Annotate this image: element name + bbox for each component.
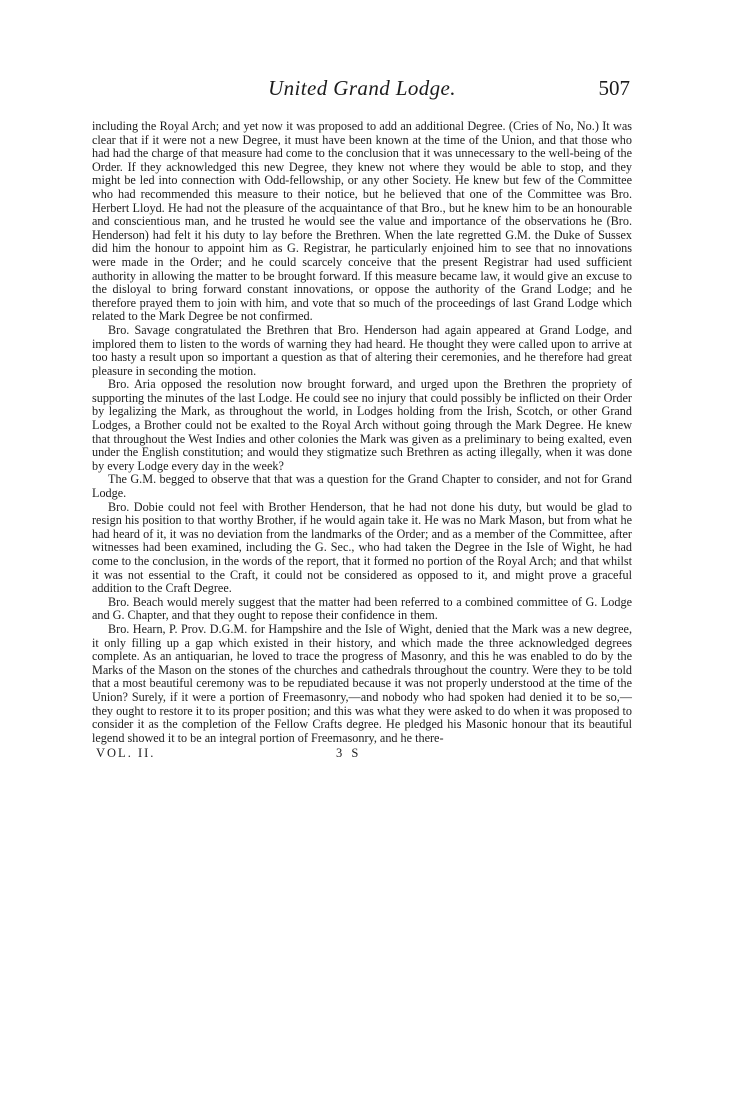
volume-label: VOL. II. <box>96 746 156 761</box>
page-number: 507 <box>598 76 630 100</box>
body-text <box>92 120 632 745</box>
paragraph-savage: Bro. Savage congratulated the Brethren that Bro. Henderson had again appeared at Grand Lodge, and implored them to listen to the words of warning they had heard. He thought they were called upon to arrive at too hasty a result upon so important a question as that of altering their ceremonies, and he therefore had great pleasure in seconding the motion. <box>92 322 632 378</box>
running-title: United Grand Lodge. <box>268 76 456 100</box>
paragraph-dobie: Bro. Dobie could not feel with Brother Henderson, that he had not done his duty, but would be glad to resign his position to that worthy Brother, if he would again take it. He was no Mark Mason, but from what he had heard of it, it was no deviation from the landmarks of the Order; and as a member of the Committee, after witnesses had been examined, including the G. Sec., who had taken the Degree in the Isle of Wight, he had come to the conclusion, in the words of the report, that it formed no portion of the Royal Arch; and that whilst it was not essential to the Craft, it could not be considered as opposed to it, and might prove a graceful addition to the Craft Degree. <box>92 499 632 596</box>
paragraph-aria: Bro. Aria opposed the resolution now brought forward, and urged upon the Brethren the propriety of supporting the minutes of the last Lodge. He could see no injury that could possibly be inflicted on their Order by legalizing the Mark, as throughout the world, in Lodges holding from the Irish, Scotch, or other Grand Lodges, a Brother could not be exalted to the Royal Arch without going through the Mark Degree. He knew that throughout the West Indies and other colonies the Mark was given as a preliminary to being exalted, even under the English constitution; and would they stigmatize such Brethren as acting illegally, when it was done by every Lodge every day in the week? <box>92 377 632 473</box>
paragraph-grand-master: The G.M. begged to observe that that was a question for the Grand Chapter to consider, and not for Grand Lodge. <box>92 472 632 501</box>
paragraph-hearn: Bro. Hearn, P. Prov. D.G.M. for Hampshire and the Isle of Wight, denied that the Mark was a new degree, it only filling up a gap which existed in their history, and which made the three acknowledged degrees complete. As an antiquarian, he loved to trace the progress of Masonry, and this he was enabled to do by the Marks of the Mason on the stones of the churches and cathedrals throughout the country. Were they to be told that a most beautiful ceremony was to be repudiated because it was not properly understood at the time of the Union? Surely, if it were a portion of Freemasonry,—and nobody who had spoken had denied it to be so,—they ought to restore it to its proper position; and this was what they were asked to do when it was proposed to consider it as the completion of the Fellow Crafts degree. He pledged his Masonic honour that its beautiful legend showed it to be an integral portion of Freemasonry, and he there- <box>92 621 632 745</box>
paragraph-henderson-continued: including the Royal Arch; and yet now it was proposed to add an additional Degree. (Cries of No, No.) It was clear that if it were not a new Degree, it must have been known at the time of the Union, and that those who had had the charge of that measure had come to the conclusion that it was unnecessary to the well-being of the Order. If they acknowledged this new Degree, they knew not where they would be able to stop, and they might be led into connection with Odd-fellowship, or any other Society. He knew but few of the Committee who had recommended this measure to their notice, but he believed that one of the Committee was Bro. Herbert Lloyd. He had not the pleasure of the acquaintance of that Bro., but he knew him to be an honourable and conscientious man, and he trusted he would see the value and importance of the observations he (Bro. Henderson) had felt it his duty to lay before the Brethren. When the late regretted G.M. the Duke of Sussex did him the honour to appoint him as G. Registrar, he particularly enjoined him to see that no innovations were made in the Order; and he could scarcely conceive that the present Registrar had used sufficient authority in allowing the matter to be brought forward. If this measure became law, it would give an excuse to the disloyal to bring forward constant innovations, or oppose the authority of the Grand Lodge; and he therefore prayed them to join with him, and vote that so much of the proceedings of last Grand Lodge which related to the Mark Degree be not confirmed. <box>92 119 632 324</box>
signature-mark: 3 S <box>336 746 362 761</box>
document-page <box>92 76 632 764</box>
running-head <box>92 76 632 106</box>
page-footer <box>92 746 632 764</box>
paragraph-beach: Bro. Beach would merely suggest that the matter had been referred to a combined committee of G. Lodge and G. Chapter, and that they ought to repose their confidence in them. <box>92 594 632 623</box>
